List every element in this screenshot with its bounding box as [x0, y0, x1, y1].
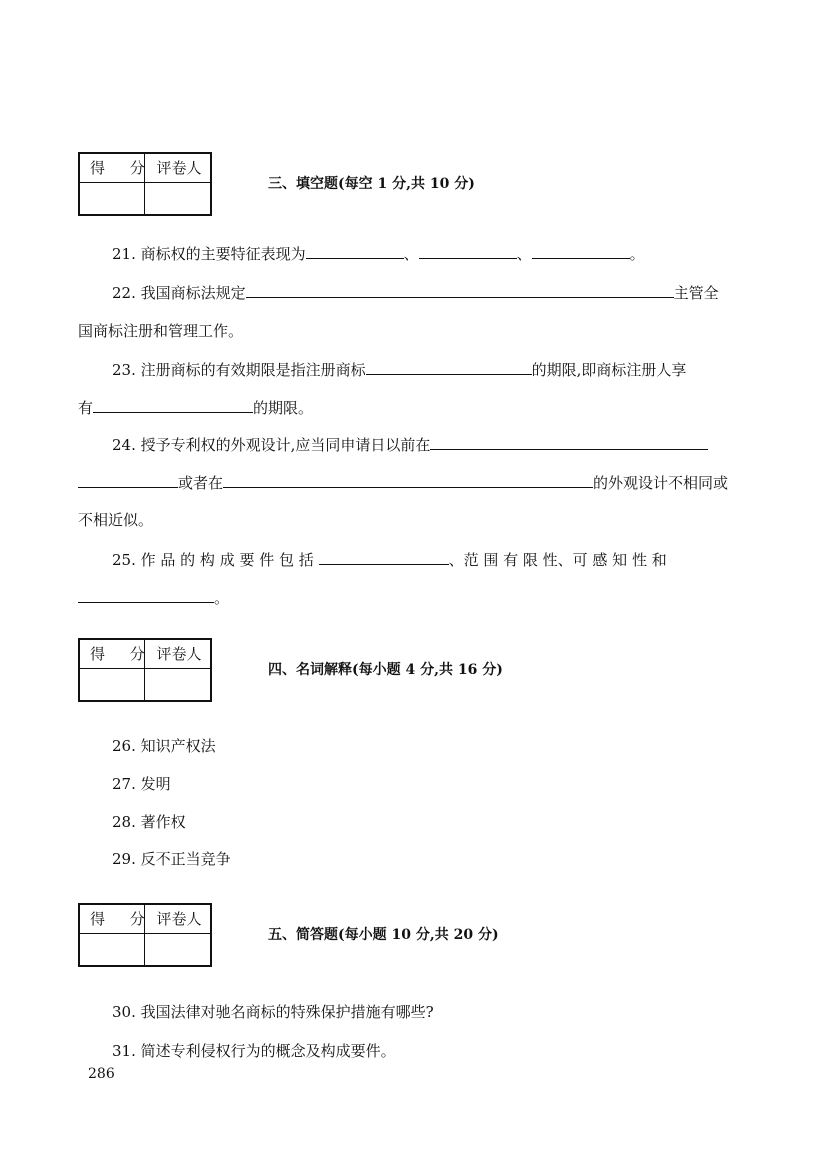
page-number: 286 — [88, 1066, 115, 1082]
q21-blank-1[interactable] — [306, 242, 404, 259]
score-label: 得 分 — [90, 910, 155, 928]
q21-blank-3[interactable] — [532, 242, 630, 259]
list-item: 29. 反不正当竞争 — [112, 850, 231, 868]
grader-label: 评卷人 — [156, 910, 202, 928]
question-25-cont — [78, 586, 229, 609]
question-24-cont — [78, 471, 728, 494]
q25-blank-2[interactable] — [78, 586, 214, 603]
question-24-cont2: 不相近似。 — [78, 511, 154, 529]
q22-text: 22. 我国商标法规定 — [112, 284, 246, 302]
question-21 — [112, 242, 645, 265]
list-item: 26. 知识产权法 — [112, 737, 216, 755]
q21-end: 。 — [629, 245, 645, 263]
q23-cont-post: 的期限。 — [253, 399, 314, 417]
list-item: 30. 我国法律对驰名商标的特殊保护措施有哪些? — [112, 1003, 434, 1021]
question-23 — [112, 358, 686, 381]
q25-blank-1[interactable] — [319, 548, 449, 565]
q23-text: 23. 注册商标的有效期限是指注册商标 — [112, 361, 366, 379]
grader-label: 评卷人 — [156, 159, 202, 177]
question-22 — [112, 281, 719, 304]
score-label: 得 分 — [90, 159, 155, 177]
q24-blank-1-cont[interactable] — [78, 471, 178, 488]
question-23-cont — [78, 396, 313, 419]
q22-after: 主管全 — [673, 284, 719, 302]
q24-after: 的外观设计不相同或 — [593, 474, 729, 492]
score-box-section3 — [78, 152, 212, 216]
score-box-section4 — [78, 638, 212, 702]
section3-title: 三、填空题(每空 1 分,共 10 分) — [268, 176, 475, 192]
q25-end: 。 — [214, 589, 230, 607]
question-22-cont: 国商标注册和管理工作。 — [78, 322, 244, 340]
list-item: 27. 发明 — [112, 775, 171, 793]
grader-label: 评卷人 — [156, 645, 202, 663]
question-25 — [112, 548, 667, 571]
section5-title: 五、简答题(每小题 10 分,共 20 分) — [268, 927, 499, 943]
list-item: 31. 简述专利侵权行为的概念及构成要件。 — [112, 1042, 396, 1060]
question-24 — [112, 433, 708, 456]
q23-after: 的期限,即商标注册人享 — [531, 361, 687, 379]
q21-sep: 、 — [516, 245, 532, 263]
q21-blank-2[interactable] — [419, 242, 517, 259]
q21-sep: 、 — [403, 245, 419, 263]
section4-title: 四、名词解释(每小题 4 分,共 16 分) — [268, 662, 503, 678]
q25-text: 25. 作 品 的 构 成 要 件 包 括 — [112, 551, 314, 569]
q23-blank-2[interactable] — [93, 396, 253, 413]
score-label: 得 分 — [90, 645, 155, 663]
score-box-divider — [80, 933, 210, 934]
score-box-divider — [80, 182, 210, 183]
q25-after: 、范 围 有 限 性、可 感 知 性 和 — [448, 551, 667, 569]
q22-blank[interactable] — [246, 281, 674, 298]
list-item: 28. 著作权 — [112, 813, 186, 831]
q24-blank-2[interactable] — [223, 471, 593, 488]
q21-text: 21. 商标权的主要特征表现为 — [112, 245, 306, 263]
score-box-section5 — [78, 903, 212, 967]
q24-text: 24. 授予专利权的外观设计,应当同申请日以前在 — [112, 436, 431, 454]
q24-mid: 或者在 — [178, 474, 224, 492]
q23-cont-pre: 有 — [78, 399, 94, 417]
q24-blank-1[interactable] — [430, 433, 708, 450]
q23-blank-1[interactable] — [366, 358, 532, 375]
score-box-divider — [80, 668, 210, 669]
